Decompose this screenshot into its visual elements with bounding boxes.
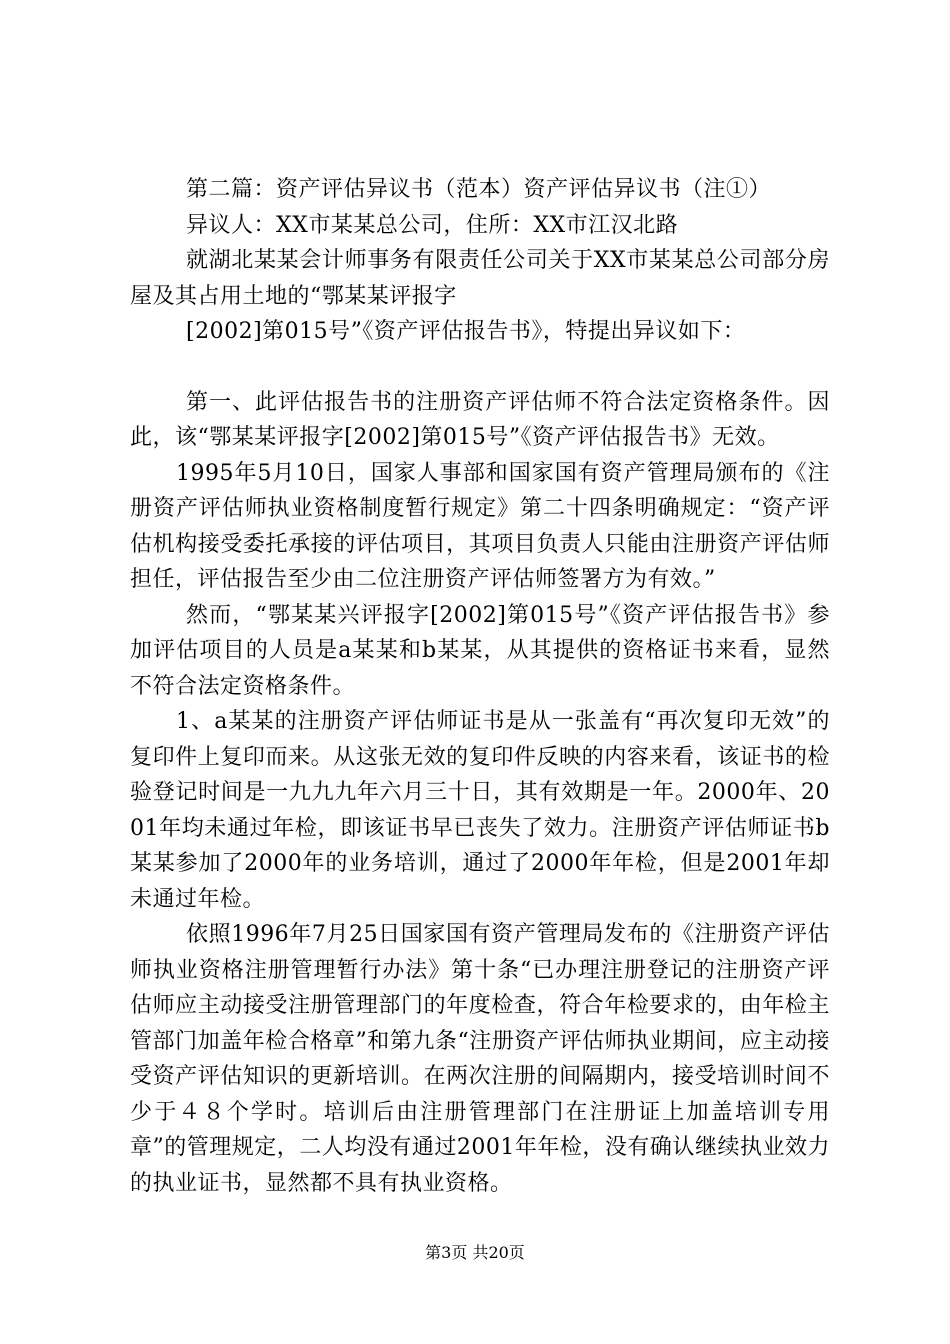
section-heading: 第二篇：资产评估异议书（范本）资产评估异议书（注①） — [186, 177, 772, 202]
objection-subject-continued: [2002]第015号”《资产评估报告书》，特提出异议如下： — [186, 319, 746, 344]
paragraph-gap — [130, 350, 830, 385]
objection-subject: 就湖北某某会计师事务有限责任公司关于XX市某某总公司部分房屋及其占用土地的“鄂某某评报字 — [130, 248, 830, 309]
page-footer: 第3页 共20页 — [425, 1243, 525, 1262]
paragraph-regulation-1995: 1995年5月10日，国家人事部和国家国有资产管理局颁布的《注册资产评估师执业资格制度暂行规定》第二十四条明确规定：“资产评估机构接受委托承接的评估项目，其项目负责人只能由注册资产评估师担任，评估报告至少由二位注册资产评估师签署方为有效。” — [130, 460, 830, 592]
paragraph-however: 然而，“鄂某某兴评报字[2002]第015号”《资产评估报告书》参加评估项目的人员是a某某和b某某，从其提供的资格证书来看，显然不符合法定资格条件。 — [130, 602, 830, 699]
paragraph-first-point: 第一、此评估报告书的注册资产评估师不符合法定资格条件。因此，该“鄂某某评报字[2002]第015号”《资产评估报告书》无效。 — [130, 389, 830, 450]
document-body — [130, 172, 830, 1201]
objector-info: 异议人：XX市某某总公司，住所：XX市江汉北路 — [186, 212, 679, 238]
paragraph-regulation-1996: 依照1996年7月25日国家国有资产管理局发布的《注册资产评估师执业资格注册管理暂行办法》第十条“已办理注册登记的注册资产评估师应主动接受注册管理部门的年度检查，符合年检要求的，由年检主管部门加盖年检合格章”和第九条“注册资产评估师执业期间，应主动接受资产评估知识的更新培训。在两次注册的间隔期内，接受培训时间不少于４８个学时。培训后由注册管理部门在注册证上加盖培训专用章”的管理规定，二人均没有通过2001年年检，没有确认继续执业效力的执业证书，显然都不具有执业资格。 — [130, 922, 830, 1196]
paragraph-item-1: 1、a某某的注册资产评估师证书是从一张盖有“再次复印无效”的复印件上复印而来。从这张无效的复印件反映的内容来看，该证书的检验登记时间是一九九九年六月三十日，其有效期是一年。2000年、2001年均未通过年检，即该证书早已丧失了效力。注册资产评估师证书b某某参加了2000年的业务培训，通过了2000年年检，但是2001年却未通过年检。 — [130, 709, 830, 912]
